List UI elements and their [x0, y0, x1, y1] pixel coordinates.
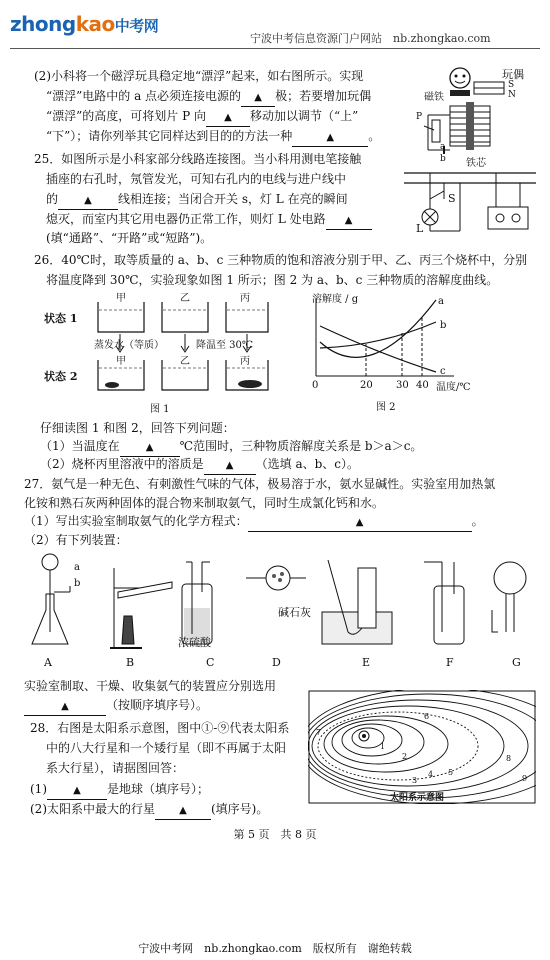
q27-label-lime: 碱石灰 [278, 606, 311, 619]
q28-orbit-2: 2 [402, 752, 408, 761]
q26-beaker-label-2a: 乙 [180, 293, 190, 304]
q27-label-E: E [362, 656, 371, 669]
q26-line-2: 将温度降到 30℃，实验现象如图 1 所示；图 2 为 a、b、c 三种物质的溶解度曲线。 [46, 273, 499, 287]
q27-line-1: 27．氨气是一种无色、有刺激性气味的气体，极易溶于水，氨水显碱性。实验室用加热氯 [24, 477, 496, 491]
q25-blank-2: ▲ [326, 213, 372, 230]
q28-orbit-4: 4 [428, 770, 434, 779]
q26-curve-a: a [438, 296, 444, 307]
q26-beaker-label-3a: 丙 [240, 293, 250, 304]
q25-blank-1: ▲ [58, 193, 118, 210]
q27-label-C: C [206, 656, 215, 669]
q24-label-b: b [440, 154, 446, 164]
q26-sub-2: （2）烧杯丙里溶液中的溶质是 ▲ （选填 a、b、c）。 [40, 456, 359, 475]
q28-blank-1: ▲ [47, 783, 107, 800]
q27-label-F: F [446, 656, 454, 669]
q27-select-2: ▲ （按顺序填序号）。 [24, 697, 208, 716]
q28-orbit-5: 5 [448, 768, 454, 777]
q24-label-a: a [440, 142, 446, 152]
q24-line-2: “漂浮”电路中的 a 点必须连接电源的 ▲ 极；若要增加玩偶 [46, 88, 371, 107]
q26-beaker-label-3b: 丙 [240, 356, 250, 367]
q25-line-2: 插座的右孔时，氖管发光，可知右孔内的电线与进户线中 [46, 172, 347, 186]
q27-apparatus-figure [22, 548, 532, 652]
q28-line-3: 系大行星），请据图回答： [46, 761, 185, 775]
q25-line-5: (填“通路”、“开路”或“短路”)。 [46, 231, 213, 245]
q26-beaker-label-2b: 乙 [180, 356, 190, 367]
q26-process: 蒸发水（等质） [94, 340, 164, 351]
q27-label-B: B [126, 656, 135, 669]
q28-orbit-6: 6 [424, 712, 430, 721]
page-number: 第 5 页 共 8 页 [233, 828, 317, 841]
q26-solubility-chart [290, 292, 460, 392]
q25-label-l: L [416, 222, 424, 235]
q28-orbit-8: 8 [506, 754, 512, 763]
q24-label-toy: 玩偶 [502, 68, 524, 81]
q26-beaker-label-1a: 甲 [116, 293, 126, 304]
q24-label-p: P [416, 112, 423, 122]
q28-fig-caption: 太阳系示意图 [390, 793, 445, 803]
q26-x20: 20 [360, 380, 373, 391]
q28-line-2: 中的八大行星和一个矮行星（即不再属于太阳 [46, 741, 287, 755]
q24-label-core: 铁芯 [466, 158, 486, 169]
q24-label-n: N [508, 90, 516, 100]
header-rule [10, 48, 540, 49]
q27-label-G: G [512, 656, 521, 669]
q26-x40: 40 [416, 380, 429, 391]
q24-line-3: “漂浮”的高度，可将划片 P 向 ▲ 移动加以调节（“上” [46, 108, 358, 127]
q27-line-2: 化铵和熟石灰两种固体的混合物来制取氨气，同时生成氯化钙和水。 [24, 496, 385, 510]
q24-label-magnet: 磁铁 [424, 92, 444, 103]
q27-label-acid: 浓硫酸 [178, 636, 211, 649]
q26-state-1: 状态 1 [44, 312, 78, 325]
q26-line-1: 26．40℃时，取等质量的 a、b、c 三种物质的饱和溶液分别于甲、乙、丙三个烧杯中，分别 [34, 253, 528, 267]
q27-sub-1: （1）写出实验室制取氨气的化学方程式： ▲ 。 [24, 513, 484, 532]
q27-label-D: D [272, 656, 281, 669]
q27-blank-1: ▲ [248, 515, 472, 532]
q26-blank-1: ▲ [120, 440, 180, 457]
q25-line-1: 25．如图所示是小科家部分线路连接图。当小科用测电笔接触 [34, 152, 362, 166]
q28-orbit-7: 7 [316, 728, 322, 737]
q26-beaker-label-1b: 甲 [116, 356, 126, 367]
q28-line-1: 28．右图是太阳系示意图，图中①-⑨代表太阳系 [30, 721, 290, 735]
q26-fig1-caption: 图 1 [150, 404, 170, 415]
q28-sub-2: (2)太阳系中最大的行星 ▲ (填序号)。 [30, 801, 268, 820]
q26-curve-b: b [440, 320, 447, 331]
footer-site: 宁波中考网 nb.zhongkao.com 版权所有 谢绝转载 [138, 942, 412, 955]
q25-line-3: 的 ▲ 线相连接；当闭合开关 s，灯 L 在亮的瞬间 [46, 191, 348, 210]
q24-blank-2: ▲ [206, 110, 250, 127]
q24-blank-3: ▲ [292, 130, 368, 147]
q24-label-s: S [508, 80, 515, 90]
q27-label-b-tube: b [74, 578, 81, 589]
site-logo [10, 12, 158, 36]
header-site: 宁波中考信息资源门户网站 nb.zhongkao.com [250, 32, 491, 45]
q24-line-4: “下”）；请你列举其它同样达到目的的方法一种 ▲ 。 [46, 128, 380, 147]
q26-x0: 0 [312, 380, 319, 391]
q26-x30: 30 [396, 380, 409, 391]
q26-cool: 降温至 30℃ [196, 340, 254, 351]
q26-ylabel: 溶解度 / g [312, 294, 359, 305]
q27-label-A: A [44, 656, 52, 669]
q26-state-2: 状态 2 [44, 370, 78, 383]
logo-text-3: 中考网 [114, 17, 159, 35]
q27-blank-2: ▲ [24, 699, 106, 716]
q26-curve-c: c [440, 366, 446, 377]
q24-line-1: (2)小科将一个磁浮玩具稳定地“漂浮”起来，如右图所示。实现 [34, 69, 364, 83]
q28-solar-system-figure [308, 690, 536, 804]
q26-sub-1: （1）当温度在 ▲ ℃范围时，三种物质溶解度关系是 b＞a＞c。 [40, 438, 422, 457]
q27-label-a-tube: a [74, 562, 80, 573]
q24-blank-1: ▲ [241, 90, 275, 107]
q27-sub-2: （2）有下列装置： [24, 533, 128, 547]
logo-text-2: kao [75, 12, 115, 36]
q28-orbit-1: 1 [380, 742, 386, 751]
q28-orbit-3: 3 [412, 776, 418, 785]
q28-orbit-9: 9 [522, 774, 528, 783]
q25-line-4: 熄灭，而室内其它用电器仍正常工作，则灯 L 处电路 ▲ [46, 211, 372, 230]
q26-xlabel: 温度/℃ [436, 382, 471, 393]
q25-label-s: S [448, 192, 456, 205]
q27-select-1: 实验室制取、干燥、收集氨气的装置应分别选用 [24, 679, 277, 693]
q28-blank-2: ▲ [155, 803, 211, 820]
q26-read: 仔细读图 1 和图 2，回答下列问题： [40, 421, 235, 435]
q26-blank-2: ▲ [204, 458, 256, 475]
q26-fig2-caption: 图 2 [376, 402, 396, 413]
logo-text-1: zhong [10, 12, 76, 36]
q28-sub-1: (1) ▲ 是地球（填序号）； [30, 781, 209, 800]
